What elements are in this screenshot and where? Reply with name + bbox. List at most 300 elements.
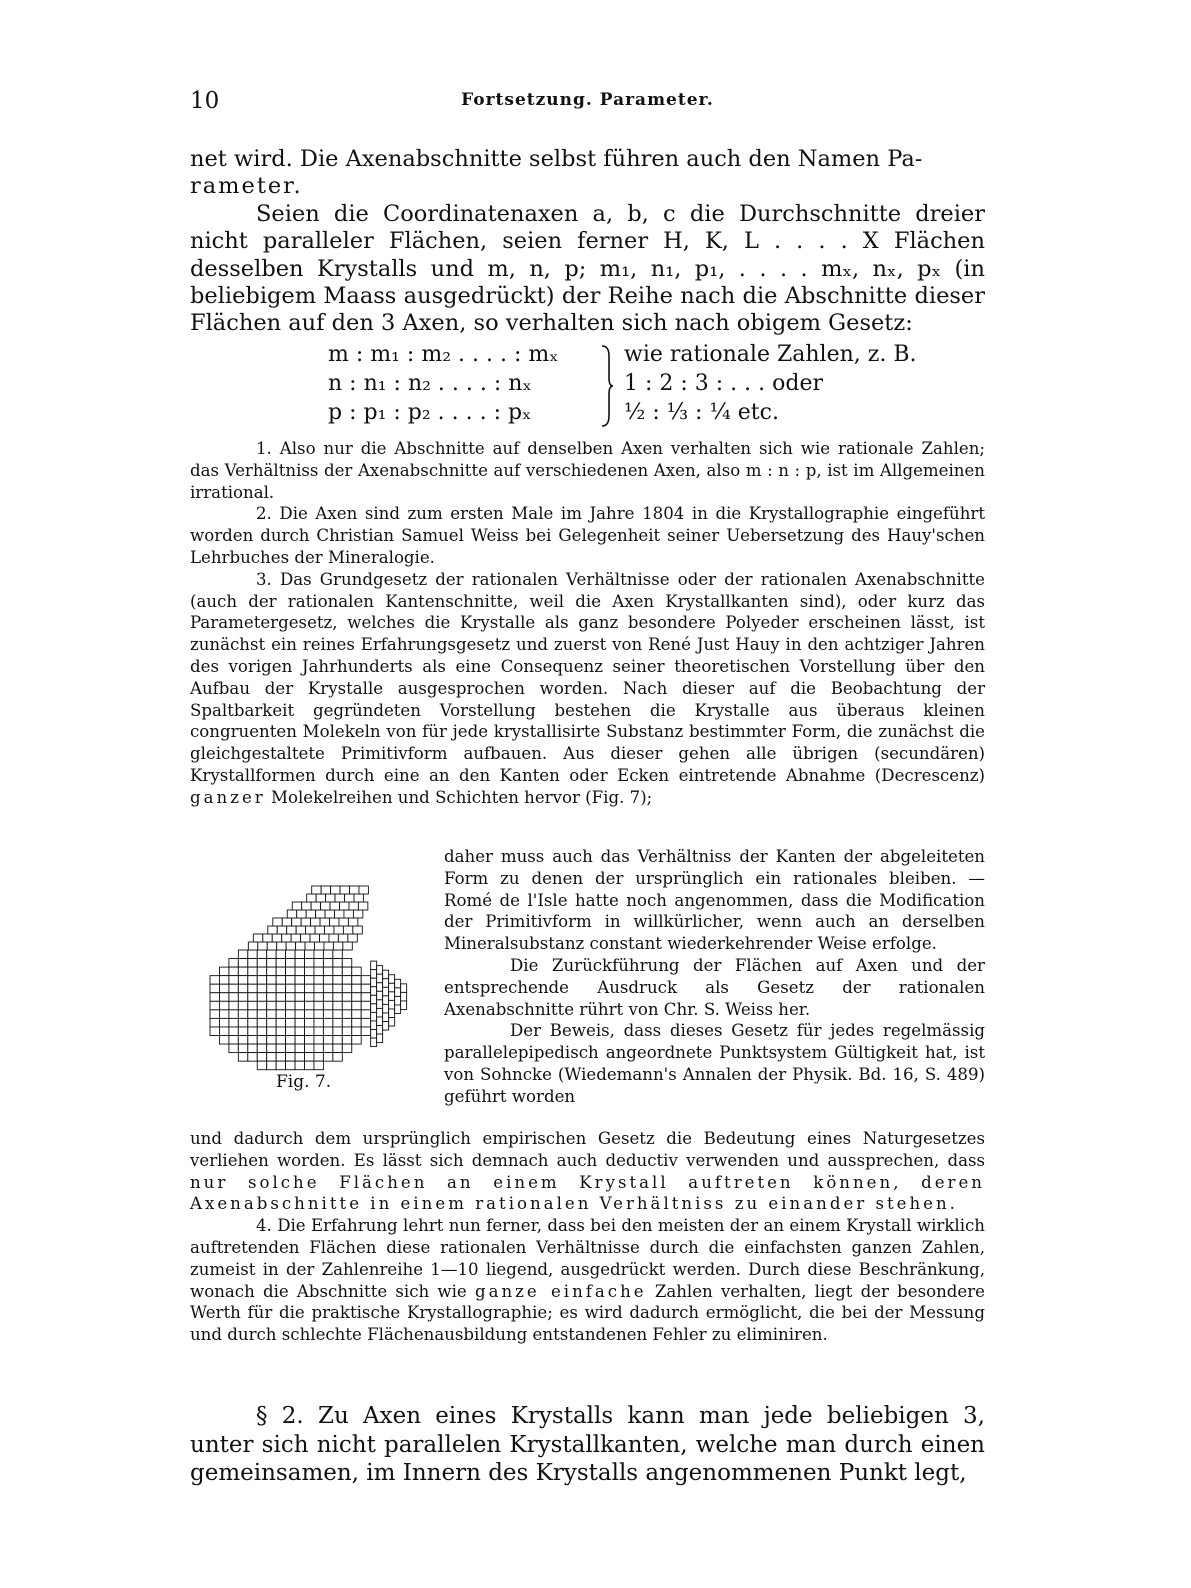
crystal-cube xyxy=(354,894,363,902)
crystal-cube xyxy=(248,959,257,968)
crystal-cube xyxy=(371,1004,377,1013)
crystal-cube xyxy=(238,967,247,976)
crystal-cube xyxy=(323,950,332,959)
crystal-cube xyxy=(361,993,370,1002)
crystal-cube xyxy=(295,1018,304,1027)
crystal-cube xyxy=(314,1036,323,1045)
crystal-cube xyxy=(257,1061,266,1070)
crystal-cube xyxy=(267,1061,276,1070)
crystal-cube xyxy=(333,993,342,1002)
crystal-cube xyxy=(286,1061,295,1070)
crystal-cube xyxy=(361,1027,370,1036)
crystal-cube xyxy=(286,984,295,993)
crystal-cube xyxy=(323,1018,332,1027)
crystal-cube xyxy=(330,902,339,910)
crystal-cube xyxy=(305,959,314,968)
crystal-cube xyxy=(334,926,343,934)
crystal-cube xyxy=(305,984,314,993)
crystal-cube xyxy=(371,1030,377,1039)
crystal-cube xyxy=(311,918,320,926)
crystal-cube xyxy=(305,967,314,976)
crystal-cube xyxy=(286,942,295,950)
crystal-cube xyxy=(324,942,333,950)
crystal-cube xyxy=(257,1053,266,1062)
crystal-cube xyxy=(276,1018,285,1027)
crystal-cube xyxy=(340,902,349,910)
crystal-cube xyxy=(323,993,332,1002)
crystal-cube xyxy=(340,886,349,894)
crystal-cube xyxy=(305,1027,314,1036)
crystal-cube xyxy=(276,1053,285,1062)
crystal-cube xyxy=(257,959,266,968)
note-3-sohncke: Der Beweis, dass dieses Gesetz für jedes regelmässig parallelepipedisch angeordnete Punktsystem Gültigkeit hat, ist von Sohncke (Wiedemann's Annalen der Physik. Bd. 16, S. 489) geführt worden xyxy=(444,1021,985,1106)
crystal-cube xyxy=(383,979,389,988)
note-3-text: 3. Das Grundgesetz der rationalen Verhältnisse oder der rationalen Axenabschnitte (auch der rationalen Kantenschnitte, weil die Axen Krystallkanten sind), oder kurz das Parametergesetz, welches die Krystalle als ganz besondere Polyeder erscheinen lässt, ist zunächst ein reines Erfahrungsgesetz und zuerst von René Just Hauy in den achtziger Jahren des vorigen Jahrhunderts als eine Consequenz seiner theoretischen Vorstellung über den Aufbau der Krystalle ausgesprochen worden. Nach dieser auf die Beobachtung der Spaltbarkeit gegründeten Vorstellung bestehen die Krystalle aus überaus kleinen congruenten Molekeln von für jede krystallisirte Substanz bestimmter Form, die zunächst die gleichgestaltete Primitivform aufbauen. Aus dieser gehen alle übrigen (secundären) Krystallformen durch eine an den Kanten oder Ecken eintretende Abnahme (Decrescenz) xyxy=(190,569,985,785)
note-3-end-text: und dadurch dem ursprünglich empirischen Gesetz die Bedeutung eines Naturgesetzes verliehen worden. Es lässt sich demnach auch deductiv verwenden und aussprechen, dass xyxy=(190,1129,985,1170)
note-4 xyxy=(190,1215,985,1346)
crystal-cube xyxy=(377,974,383,983)
proportion-left: m : m₁ : m₂ . . . . : mₓ xyxy=(328,342,559,367)
crystal-cube xyxy=(371,978,377,987)
crystal-cube xyxy=(305,1010,314,1019)
notes-block xyxy=(190,438,985,809)
section-2-text: § 2. Zu Axen eines Krystalls kann man jede beliebigen 3, unter sich nicht parallelen Krystallkanten, welche man durch einen gemeinsamen, im Innern des Krystalls angenommenen Punkt legt, xyxy=(190,1403,985,1486)
section-2 xyxy=(190,1402,985,1488)
crystal-cube xyxy=(395,988,401,997)
crystal-cube xyxy=(353,926,362,934)
crystal-cube xyxy=(267,1001,276,1010)
crystal-cube xyxy=(333,959,342,968)
crystal-cube xyxy=(395,996,401,1005)
crystal-cube xyxy=(292,902,301,910)
crystal-cube xyxy=(248,1053,257,1062)
crystal-cube xyxy=(257,1018,266,1027)
crystal-cube xyxy=(349,902,358,910)
crystal-cube xyxy=(315,926,324,934)
crystal-cube xyxy=(295,1027,304,1036)
crystal-cube xyxy=(389,992,395,1001)
crystal-cube xyxy=(395,979,401,988)
crystal-cube xyxy=(276,976,285,985)
crystal-cube xyxy=(326,894,335,902)
crystal-cube xyxy=(248,950,257,959)
crystal-cube xyxy=(361,984,370,993)
crystal-cube xyxy=(276,984,285,993)
crystal-cube xyxy=(267,1053,276,1062)
crystal-cube xyxy=(333,942,342,950)
crystal-cube xyxy=(377,983,383,992)
crystal-cube xyxy=(248,993,257,1002)
crystal-cube xyxy=(305,1061,314,1070)
notes-after-figure xyxy=(190,1128,985,1346)
crystal-cube xyxy=(314,993,323,1002)
crystal-cube xyxy=(323,1001,332,1010)
crystal-cube xyxy=(295,959,304,968)
crystal-cube xyxy=(219,1001,228,1010)
crystal-cube xyxy=(305,1018,314,1027)
crystal-cube xyxy=(371,995,377,1004)
note-4-spaced: ganze einfache xyxy=(474,1281,647,1301)
crystal-cube xyxy=(371,1038,377,1047)
crystal-cube xyxy=(339,918,348,926)
crystal-cube xyxy=(343,926,352,934)
proportion-left: n : n₁ : n₂ . . . . : nₓ xyxy=(328,371,532,396)
crystal-cube xyxy=(238,1036,247,1045)
crystal-cube xyxy=(229,1027,238,1036)
crystal-cube xyxy=(238,950,247,959)
crystal-cube xyxy=(383,1022,389,1031)
crystal-cube xyxy=(335,894,344,902)
page-header xyxy=(190,88,985,118)
note-3 xyxy=(190,569,985,809)
crystal-cube xyxy=(238,976,247,985)
crystal-cube xyxy=(314,1027,323,1036)
crystal-cube xyxy=(352,1001,361,1010)
crystal-cube xyxy=(389,1000,395,1009)
crystal-cube xyxy=(315,942,324,950)
crystal-cube xyxy=(295,1001,304,1010)
crystal-cube xyxy=(295,950,304,959)
crystal-cube xyxy=(257,1010,266,1019)
crystal-cube xyxy=(257,993,266,1002)
crystal-cube xyxy=(257,984,266,993)
crystal-cube xyxy=(238,1001,247,1010)
crystal-cube xyxy=(333,1036,342,1045)
crystal-cube xyxy=(371,987,377,996)
crystal-cube xyxy=(359,886,368,894)
figure-caption: Fig. 7. xyxy=(276,1072,332,1092)
crystal-cube xyxy=(312,886,321,894)
crystal-cube xyxy=(286,1001,295,1010)
crystal-cube xyxy=(314,1001,323,1010)
crystal-cube xyxy=(329,934,338,942)
intro-line1: net wird. Die Axenabschnitte selbst führen auch den Namen Pa- xyxy=(190,146,923,172)
crystal-cube xyxy=(257,1001,266,1010)
crystal-cube xyxy=(282,918,291,926)
crystal-cube xyxy=(348,934,357,942)
crystal-cube xyxy=(229,1010,238,1019)
crystal-cube xyxy=(267,984,276,993)
crystal-cube xyxy=(353,910,362,918)
crystal-cube xyxy=(305,1001,314,1010)
crystal-cube xyxy=(314,950,323,959)
crystal-cube xyxy=(238,1018,247,1027)
crystal-cube xyxy=(273,918,282,926)
curly-brace-icon xyxy=(600,344,614,428)
crystal-cube xyxy=(276,1061,285,1070)
crystal-cube xyxy=(267,1018,276,1027)
crystal-cube xyxy=(238,984,247,993)
crystal-cube xyxy=(248,1027,257,1036)
crystal-cube xyxy=(258,942,267,950)
crystal-cube xyxy=(267,1010,276,1019)
crystal-cube xyxy=(361,976,370,985)
proportion-right: ½ : ⅓ : ¼ etc. xyxy=(624,400,779,425)
crystal-cube xyxy=(352,1010,361,1019)
crystal-cube xyxy=(286,1027,295,1036)
crystal-cube xyxy=(248,1044,257,1053)
intro-para: Seien die Coordinatenaxen a, b, c die Durchschnitte dreier nicht paralleler Flächen, seien ferner H, K, L . . . . X Flächen desselben Krystalls und m, n, p; m₁, n₁, p₁, . . . . mₓ, nₓ, pₓ (in beliebigem Maass ausgedrückt) der Reihe nach die Abschnitte dieser Flächen auf den 3 Axen, so verhalten sich nach obigem Gesetz: xyxy=(190,200,985,337)
crystal-cube xyxy=(277,926,286,934)
crystal-cube xyxy=(286,1053,295,1062)
note-3-law: nur solche Flächen an einem Krystall auftreten können, deren Axenabschnitte in einem rationalen Verhältniss zu einander stehen. xyxy=(190,1172,985,1214)
crystal-cube xyxy=(338,934,347,942)
crystal-cube xyxy=(330,918,339,926)
crystal-cube xyxy=(333,976,342,985)
crystal-cube xyxy=(383,987,389,996)
crystal-cube xyxy=(323,976,332,985)
crystal-cube xyxy=(316,894,325,902)
crystal-cube xyxy=(238,1044,247,1053)
crystal-cube xyxy=(323,1044,332,1053)
note-1: 1. Also nur die Abschnitte auf denselben Axen verhalten sich wie rationale Zahlen; das Verhältniss der Axenabschnitte auf verschiedenen Axen, also m : n : p, ist im Allgemeinen irrational. xyxy=(190,439,985,502)
crystal-cube xyxy=(302,902,311,910)
crystal-cube xyxy=(229,1036,238,1045)
crystal-cube xyxy=(323,1053,332,1062)
crystal-cube xyxy=(305,942,314,950)
crystal-cube xyxy=(219,976,228,985)
crystal-cube xyxy=(267,1036,276,1045)
crystal-cube xyxy=(248,1010,257,1019)
crystal-cube xyxy=(333,984,342,993)
crystal-cube xyxy=(352,984,361,993)
crystal-cube xyxy=(257,1027,266,1036)
intro-paragraph xyxy=(190,146,985,338)
crystal-cube xyxy=(248,1001,257,1010)
crystal-cube xyxy=(352,1018,361,1027)
crystal-cube xyxy=(229,1018,238,1027)
crystal-cube xyxy=(307,894,316,902)
crystal-cube xyxy=(229,1044,238,1053)
crystal-cube xyxy=(257,950,266,959)
crystal-cube xyxy=(401,1001,407,1010)
crystal-cube xyxy=(377,966,383,975)
crystal-cube xyxy=(286,976,295,985)
crystal-cube xyxy=(305,950,314,959)
crystal-cube xyxy=(352,1036,361,1045)
crystal-cube xyxy=(342,993,351,1002)
crystal-cube xyxy=(333,967,342,976)
crystal-cube xyxy=(377,1034,383,1043)
crystal-cube xyxy=(361,1010,370,1019)
crystal-cube xyxy=(325,910,334,918)
crystal-cube xyxy=(287,910,296,918)
crystal-cube xyxy=(342,967,351,976)
crystal-cube xyxy=(295,1044,304,1053)
crystal-cube xyxy=(333,1053,342,1062)
crystal-cube xyxy=(333,1010,342,1019)
crystal-cube xyxy=(348,918,357,926)
crystal-cube xyxy=(286,993,295,1002)
crystal-cube xyxy=(295,984,304,993)
note-4-text-end: Zahlen verhalten, liegt der besondere Werth für die praktische Krystallographie; es wird dadurch ermöglicht, die bei der Messung und durch schlechte Flächenausbildung entstandenen Fehler zu eliminiren. xyxy=(190,1281,985,1345)
crystal-cube xyxy=(358,902,367,910)
crystal-cube xyxy=(267,950,276,959)
crystal-cube xyxy=(248,942,257,950)
crystal-cube xyxy=(295,976,304,985)
crystal-cube xyxy=(352,967,361,976)
crystal-cube xyxy=(257,967,266,976)
crystal-cube xyxy=(276,1027,285,1036)
crystal-cube xyxy=(401,992,407,1001)
crystal-cube xyxy=(331,886,340,894)
crystal-cube xyxy=(248,1018,257,1027)
crystal-cube xyxy=(267,967,276,976)
crystal-cube xyxy=(335,910,344,918)
crystal-cube xyxy=(311,902,320,910)
crystal-cube xyxy=(210,1018,219,1027)
crystal-cube xyxy=(323,1027,332,1036)
crystal-cube xyxy=(342,959,351,968)
crystal-cube xyxy=(344,910,353,918)
crystal-cube xyxy=(276,1036,285,1045)
crystal-cube xyxy=(389,1009,395,1018)
crystal-cube xyxy=(314,1010,323,1019)
crystal-cube xyxy=(371,1012,377,1021)
crystal-cube xyxy=(321,902,330,910)
crystal-cube xyxy=(342,1001,351,1010)
crystal-cube xyxy=(314,1061,323,1070)
crystal-cube xyxy=(238,1053,247,1062)
crystal-cube xyxy=(276,993,285,1002)
crystal-cube xyxy=(314,1044,323,1053)
crystal-cube xyxy=(389,975,395,984)
crystal-cube xyxy=(238,1010,247,1019)
crystal-cube xyxy=(229,1001,238,1010)
crystal-cube xyxy=(314,976,323,985)
crystal-cube xyxy=(210,993,219,1002)
crystal-cube xyxy=(306,910,315,918)
crystal-cube xyxy=(295,1010,304,1019)
crystal-cube xyxy=(286,959,295,968)
crystal-cube xyxy=(305,1036,314,1045)
crystal-cube xyxy=(295,1036,304,1045)
note-2: 2. Die Axen sind zum ersten Male im Jahre 1804 in die Krystallographie eingeführt worden durch Christian Samuel Weiss bei Gelegenheit seiner Uebersetzung des Hauy'schen Lehrbuches der Mineralogie. xyxy=(190,504,985,567)
crystal-cube xyxy=(267,1044,276,1053)
crystal-cube xyxy=(333,1027,342,1036)
crystal-cube xyxy=(267,942,276,950)
note-3-cont: daher muss auch das Verhältniss der Kanten der abgeleiteten Form zu denen der ursprünglich ein rationales bleiben. — Romé de l'Isle hatte noch angenommen, dass die Modification der Primitivform in willkürlicher, wenn auch an derselben Mineralsubstanz constant wiederkehrender Weise erfolge. xyxy=(444,847,985,954)
crystal-cube xyxy=(210,1001,219,1010)
crystal-cube xyxy=(276,950,285,959)
crystal-cube xyxy=(314,1053,323,1062)
crystal-cube xyxy=(276,1001,285,1010)
crystal-cube xyxy=(267,993,276,1002)
crystal-cube xyxy=(314,959,323,968)
crystal-cube xyxy=(314,984,323,993)
crystal-cube xyxy=(296,942,305,950)
proportion-left: p : p₁ : p₂ . . . . : pₓ xyxy=(328,400,532,425)
crystal-cube xyxy=(286,1018,295,1027)
crystal-cube xyxy=(320,934,329,942)
crystal-cube xyxy=(377,1026,383,1035)
crystal-cube xyxy=(238,1027,247,1036)
crystal-cube xyxy=(345,894,354,902)
crystal-figure xyxy=(198,872,430,1096)
crystal-cube xyxy=(325,926,334,934)
crystal-cube xyxy=(377,1017,383,1026)
crystal-cube xyxy=(219,1018,228,1027)
crystal-cube xyxy=(210,1010,219,1019)
crystal-cube xyxy=(333,1018,342,1027)
crystal-cube xyxy=(219,993,228,1002)
crystal-cube xyxy=(352,976,361,985)
crystal-cube xyxy=(333,1001,342,1010)
crystal-cube xyxy=(333,1044,342,1053)
running-title: Fortsetzung. Parameter. xyxy=(461,90,714,110)
crystal-cube xyxy=(305,1044,314,1053)
crystal-cube xyxy=(286,1044,295,1053)
crystal-cube xyxy=(292,918,301,926)
proportion-right: wie rationale Zahlen, z. B. xyxy=(624,342,917,367)
crystal-cube xyxy=(301,934,310,942)
crystal-cube xyxy=(383,1013,389,1022)
crystal-cube xyxy=(257,1044,266,1053)
crystal-cube xyxy=(305,1053,314,1062)
crystal-cube xyxy=(401,984,407,993)
crystal-cube xyxy=(219,1010,228,1019)
proportion-block xyxy=(328,342,948,430)
crystal-cube xyxy=(219,1027,228,1036)
crystal-cube xyxy=(263,934,272,942)
note-4-text: 4. Die Erfahrung lehrt nun ferner, dass bei den meisten der an einem Krystall wirklich auftretenden Flächen diese rationalen Verhältnisse durch die einfachsten ganzen Zahlen, zumeist in der Zahlenreihe 1—10 liegend, ausgedrückt werden. Durch diese Beschränkung, wonach die Abschnitte sich wie xyxy=(190,1216,985,1301)
crystal-cube xyxy=(238,993,247,1002)
crystal-cube xyxy=(248,967,257,976)
crystal-cube xyxy=(295,993,304,1002)
crystal-cube xyxy=(295,1053,304,1062)
crystal-cube xyxy=(257,976,266,985)
crystal-cube xyxy=(342,1036,351,1045)
crystal-cube xyxy=(323,967,332,976)
crystal-cube xyxy=(320,918,329,926)
crystal-cube xyxy=(383,996,389,1005)
crystal-cube xyxy=(323,1036,332,1045)
crystal-cube xyxy=(352,1027,361,1036)
crystal-cube xyxy=(342,1018,351,1027)
crystal-cube xyxy=(389,983,395,992)
crystal-cube xyxy=(321,886,330,894)
crystal-cube xyxy=(229,984,238,993)
crystal-cube xyxy=(305,993,314,1002)
crystal-cube xyxy=(282,934,291,942)
crystal-cube xyxy=(342,976,351,985)
crystal-cube xyxy=(395,1005,401,1014)
crystal-cube xyxy=(361,1018,370,1027)
note-3-spaced: ganzer xyxy=(190,787,266,807)
crystal-cube xyxy=(268,926,277,934)
crystal-cube xyxy=(323,984,332,993)
intro-line2: rameter. xyxy=(190,173,303,200)
crystal-cube xyxy=(229,993,238,1002)
crystal-cube xyxy=(371,1021,377,1030)
crystal-cube xyxy=(219,967,228,976)
crystal-cube xyxy=(210,976,219,985)
crystal-cube xyxy=(267,959,276,968)
crystal-cube xyxy=(314,1018,323,1027)
crystal-cube xyxy=(361,1001,370,1010)
crystal-cube xyxy=(291,934,300,942)
crystal-cube xyxy=(267,1027,276,1036)
crystal-cube xyxy=(323,1010,332,1019)
crystal-cube xyxy=(310,934,319,942)
crystal-cube xyxy=(248,976,257,985)
crystal-cube xyxy=(333,950,342,959)
crystal-cube xyxy=(287,926,296,934)
crystal-cube xyxy=(296,926,305,934)
crystal-cube xyxy=(314,967,323,976)
crystal-cube xyxy=(276,1044,285,1053)
crystal-cube xyxy=(342,984,351,993)
